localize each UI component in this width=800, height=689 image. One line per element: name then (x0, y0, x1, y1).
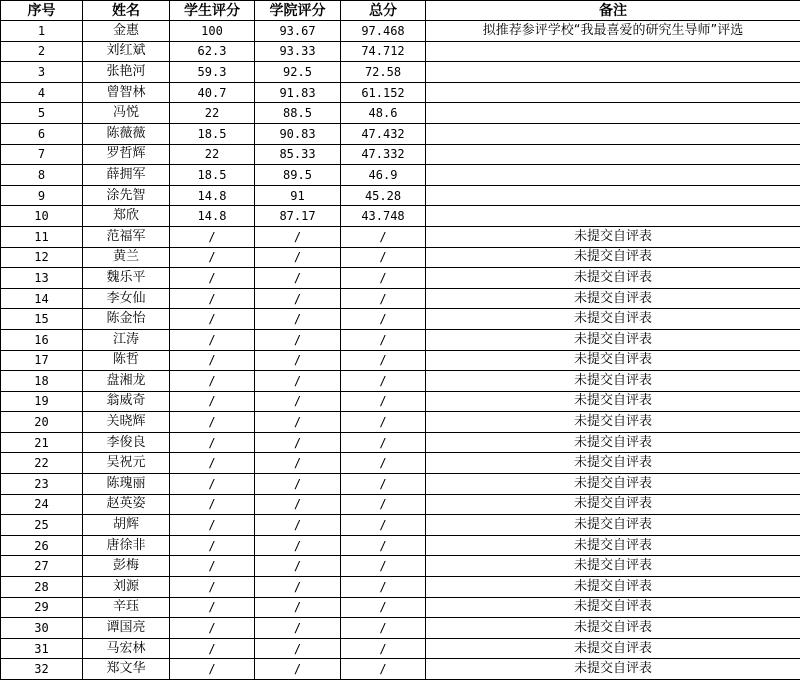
cell-seq[interactable]: 26 (1, 535, 83, 556)
cell-remark[interactable]: 未提交自评表 (426, 288, 800, 309)
cell-seq[interactable]: 1 (1, 21, 83, 42)
cell-remark[interactable]: 未提交自评表 (426, 329, 800, 350)
cell-name[interactable]: 盘湘龙 (83, 371, 170, 392)
cell-seq[interactable]: 3 (1, 62, 83, 83)
cell-total[interactable]: 47.432 (341, 123, 426, 144)
cell-college-score[interactable]: / (255, 577, 341, 598)
cell-college-score[interactable]: / (255, 618, 341, 639)
cell-name[interactable]: 罗哲辉 (83, 144, 170, 165)
cell-name[interactable]: 冯悦 (83, 103, 170, 124)
cell-total[interactable]: / (341, 618, 426, 639)
cell-remark[interactable]: 未提交自评表 (426, 453, 800, 474)
cell-remark[interactable] (426, 62, 800, 83)
table-row (1, 391, 800, 412)
cell-total[interactable]: / (341, 391, 426, 412)
cell-seq[interactable]: 16 (1, 329, 83, 350)
cell-remark[interactable]: 未提交自评表 (426, 432, 800, 453)
cell-remark[interactable]: 未提交自评表 (426, 535, 800, 556)
cell-seq[interactable]: 22 (1, 453, 83, 474)
header-student-score[interactable]: 学生评分 (170, 1, 255, 21)
cell-seq[interactable]: 13 (1, 268, 83, 289)
cell-total[interactable]: 72.58 (341, 62, 426, 83)
cell-name[interactable]: 陈哲 (83, 350, 170, 371)
cell-student-score[interactable]: / (170, 371, 255, 392)
cell-student-score[interactable]: / (170, 659, 255, 680)
cell-student-score[interactable]: / (170, 474, 255, 495)
cell-name[interactable]: 郑文华 (83, 659, 170, 680)
cell-student-score[interactable]: / (170, 535, 255, 556)
cell-total[interactable]: 61.152 (341, 82, 426, 103)
cell-name[interactable]: 曾智林 (83, 82, 170, 103)
cell-student-score[interactable]: / (170, 226, 255, 247)
cell-student-score[interactable]: / (170, 391, 255, 412)
cell-student-score[interactable]: / (170, 515, 255, 536)
table-row (1, 103, 800, 124)
table-row (1, 165, 800, 186)
cell-student-score[interactable]: 22 (170, 144, 255, 165)
cell-seq[interactable]: 12 (1, 247, 83, 268)
cell-remark[interactable]: 未提交自评表 (426, 618, 800, 639)
cell-student-score[interactable]: / (170, 618, 255, 639)
cell-remark[interactable] (426, 165, 800, 186)
cell-total[interactable]: / (341, 309, 426, 330)
cell-name[interactable]: 黄兰 (83, 247, 170, 268)
cell-seq[interactable]: 11 (1, 226, 83, 247)
cell-college-score[interactable]: / (255, 391, 341, 412)
cell-total[interactable]: / (341, 577, 426, 598)
cell-seq[interactable]: 8 (1, 165, 83, 186)
cell-name[interactable]: 翁威奇 (83, 391, 170, 412)
cell-college-score[interactable]: 93.67 (255, 21, 341, 42)
cell-student-score[interactable]: / (170, 432, 255, 453)
cell-student-score[interactable]: / (170, 309, 255, 330)
cell-student-score[interactable]: / (170, 268, 255, 289)
cell-total[interactable]: / (341, 474, 426, 495)
cell-college-score[interactable]: 85.33 (255, 144, 341, 165)
cell-total[interactable]: / (341, 535, 426, 556)
cell-student-score[interactable]: / (170, 638, 255, 659)
cell-name[interactable]: 涂先智 (83, 185, 170, 206)
table-row (1, 494, 800, 515)
cell-remark[interactable] (426, 185, 800, 206)
table-row (1, 618, 800, 639)
cell-remark[interactable]: 未提交自评表 (426, 309, 800, 330)
cell-remark[interactable]: 未提交自评表 (426, 412, 800, 433)
cell-name[interactable]: 辛珏 (83, 597, 170, 618)
header-college-score[interactable]: 学院评分 (255, 1, 341, 21)
cell-student-score[interactable]: / (170, 577, 255, 598)
cell-seq[interactable]: 27 (1, 556, 83, 577)
cell-total[interactable]: / (341, 556, 426, 577)
cell-seq[interactable]: 5 (1, 103, 83, 124)
table-row (1, 659, 800, 680)
cell-college-score[interactable]: / (255, 494, 341, 515)
table-row (1, 515, 800, 536)
cell-remark[interactable]: 未提交自评表 (426, 597, 800, 618)
cell-college-score[interactable]: / (255, 453, 341, 474)
cell-name[interactable]: 李俊良 (83, 432, 170, 453)
cell-remark[interactable]: 未提交自评表 (426, 474, 800, 495)
header-name[interactable]: 姓名 (83, 1, 170, 21)
table-row (1, 638, 800, 659)
cell-remark[interactable]: 未提交自评表 (426, 494, 800, 515)
header-total[interactable]: 总分 (341, 1, 426, 21)
table-row (1, 556, 800, 577)
cell-student-score[interactable]: 14.8 (170, 185, 255, 206)
cell-name[interactable]: 刘红斌 (83, 41, 170, 62)
cell-seq[interactable]: 32 (1, 659, 83, 680)
header-remark[interactable]: 备注 (426, 1, 800, 21)
cell-college-score[interactable]: 93.33 (255, 41, 341, 62)
table-row (1, 288, 800, 309)
cell-name[interactable]: 马宏林 (83, 638, 170, 659)
cell-total[interactable]: 97.468 (341, 21, 426, 42)
cell-college-score[interactable]: 92.5 (255, 62, 341, 83)
cell-student-score[interactable]: 62.3 (170, 41, 255, 62)
cell-name[interactable]: 李女仙 (83, 288, 170, 309)
header-row (1, 1, 800, 21)
cell-total[interactable]: / (341, 515, 426, 536)
cell-name[interactable]: 薛拥军 (83, 165, 170, 186)
table-row (1, 412, 800, 433)
cell-name[interactable]: 陈薇薇 (83, 123, 170, 144)
cell-seq[interactable]: 19 (1, 391, 83, 412)
cell-seq[interactable]: 7 (1, 144, 83, 165)
cell-seq[interactable]: 14 (1, 288, 83, 309)
table-row (1, 432, 800, 453)
cell-remark[interactable]: 未提交自评表 (426, 247, 800, 268)
cell-remark[interactable]: 未提交自评表 (426, 638, 800, 659)
table-row (1, 329, 800, 350)
cell-college-score[interactable]: / (255, 432, 341, 453)
cell-seq[interactable]: 4 (1, 82, 83, 103)
cell-college-score[interactable]: / (255, 350, 341, 371)
table-row (1, 226, 800, 247)
cell-total[interactable]: / (341, 659, 426, 680)
cell-name[interactable]: 谭国亮 (83, 618, 170, 639)
table-row (1, 350, 800, 371)
cell-total[interactable]: 45.28 (341, 185, 426, 206)
table-row (1, 21, 800, 42)
cell-college-score[interactable]: / (255, 329, 341, 350)
cell-seq[interactable]: 18 (1, 371, 83, 392)
cell-name[interactable]: 彭梅 (83, 556, 170, 577)
cell-seq[interactable]: 17 (1, 350, 83, 371)
cell-remark[interactable] (426, 123, 800, 144)
cell-total[interactable]: / (341, 329, 426, 350)
cell-student-score[interactable]: / (170, 329, 255, 350)
cell-remark[interactable]: 未提交自评表 (426, 577, 800, 598)
cell-college-score[interactable]: 87.17 (255, 206, 341, 227)
cell-remark[interactable]: 未提交自评表 (426, 659, 800, 680)
table-row (1, 371, 800, 392)
table-row (1, 82, 800, 103)
cell-seq[interactable]: 9 (1, 185, 83, 206)
table-row (1, 206, 800, 227)
cell-name[interactable]: 范福军 (83, 226, 170, 247)
cell-student-score[interactable]: 59.3 (170, 62, 255, 83)
cell-student-score[interactable]: 18.5 (170, 123, 255, 144)
cell-seq[interactable]: 28 (1, 577, 83, 598)
cell-remark[interactable] (426, 144, 800, 165)
cell-college-score[interactable]: / (255, 556, 341, 577)
cell-seq[interactable]: 29 (1, 597, 83, 618)
cell-college-score[interactable]: 89.5 (255, 165, 341, 186)
cell-college-score[interactable]: 90.83 (255, 123, 341, 144)
cell-student-score[interactable]: / (170, 494, 255, 515)
cell-seq[interactable]: 15 (1, 309, 83, 330)
cell-name[interactable]: 江涛 (83, 329, 170, 350)
cell-student-score[interactable]: 40.7 (170, 82, 255, 103)
cell-name[interactable]: 陈金怡 (83, 309, 170, 330)
cell-college-score[interactable]: / (255, 515, 341, 536)
cell-name[interactable]: 张艳河 (83, 62, 170, 83)
cell-remark[interactable] (426, 41, 800, 62)
cell-name[interactable]: 魏乐平 (83, 268, 170, 289)
cell-seq[interactable]: 10 (1, 206, 83, 227)
cell-remark[interactable]: 未提交自评表 (426, 391, 800, 412)
cell-name[interactable]: 胡辉 (83, 515, 170, 536)
cell-total[interactable]: / (341, 494, 426, 515)
cell-name[interactable]: 唐徐非 (83, 535, 170, 556)
cell-college-score[interactable]: 88.5 (255, 103, 341, 124)
table-row (1, 123, 800, 144)
cell-remark[interactable]: 未提交自评表 (426, 515, 800, 536)
cell-college-score[interactable]: 91.83 (255, 82, 341, 103)
cell-student-score[interactable]: / (170, 453, 255, 474)
cell-total[interactable]: 47.332 (341, 144, 426, 165)
cell-total[interactable]: / (341, 268, 426, 289)
cell-name[interactable]: 金惠 (83, 21, 170, 42)
cell-student-score[interactable]: / (170, 556, 255, 577)
cell-college-score[interactable]: / (255, 412, 341, 433)
cell-seq[interactable]: 21 (1, 432, 83, 453)
cell-total[interactable]: / (341, 350, 426, 371)
cell-total[interactable]: 74.712 (341, 41, 426, 62)
cell-college-score[interactable]: / (255, 638, 341, 659)
cell-student-score[interactable]: / (170, 288, 255, 309)
cell-remark[interactable] (426, 82, 800, 103)
cell-seq[interactable]: 25 (1, 515, 83, 536)
cell-total[interactable]: 48.6 (341, 103, 426, 124)
cell-seq[interactable]: 20 (1, 412, 83, 433)
table-row (1, 62, 800, 83)
cell-total[interactable]: / (341, 432, 426, 453)
cell-student-score[interactable]: / (170, 597, 255, 618)
cell-total[interactable]: / (341, 247, 426, 268)
cell-remark[interactable]: 未提交自评表 (426, 371, 800, 392)
cell-student-score[interactable]: / (170, 247, 255, 268)
table-row (1, 535, 800, 556)
cell-seq[interactable]: 30 (1, 618, 83, 639)
cell-total[interactable]: / (341, 597, 426, 618)
header-seq[interactable]: 序号 (1, 1, 83, 21)
table-row (1, 597, 800, 618)
cell-college-score[interactable]: / (255, 659, 341, 680)
cell-remark[interactable]: 拟推荐参评学校“我最喜爱的研究生导师”评选 (426, 21, 800, 42)
cell-college-score[interactable]: 91 (255, 185, 341, 206)
cell-college-score[interactable]: / (255, 535, 341, 556)
cell-college-score[interactable]: / (255, 226, 341, 247)
cell-total[interactable]: / (341, 371, 426, 392)
cell-college-score[interactable]: / (255, 268, 341, 289)
cell-student-score[interactable]: 22 (170, 103, 255, 124)
cell-seq[interactable]: 2 (1, 41, 83, 62)
cell-student-score[interactable]: / (170, 350, 255, 371)
cell-remark[interactable]: 未提交自评表 (426, 226, 800, 247)
table-row (1, 144, 800, 165)
cell-college-score[interactable]: / (255, 247, 341, 268)
cell-student-score[interactable]: / (170, 412, 255, 433)
cell-college-score[interactable]: / (255, 474, 341, 495)
cell-college-score[interactable]: / (255, 288, 341, 309)
cell-total[interactable]: 46.9 (341, 165, 426, 186)
cell-name[interactable]: 陈瑰丽 (83, 474, 170, 495)
cell-total[interactable]: / (341, 288, 426, 309)
cell-remark[interactable]: 未提交自评表 (426, 556, 800, 577)
cell-name[interactable]: 刘源 (83, 577, 170, 598)
table-row (1, 577, 800, 598)
cell-total[interactable]: 43.748 (341, 206, 426, 227)
cell-total[interactable]: / (341, 638, 426, 659)
cell-name[interactable]: 吴祝元 (83, 453, 170, 474)
table-row (1, 247, 800, 268)
cell-seq[interactable]: 31 (1, 638, 83, 659)
table-row (1, 268, 800, 289)
table-row (1, 453, 800, 474)
cell-remark[interactable] (426, 103, 800, 124)
cell-total[interactable]: / (341, 412, 426, 433)
cell-name[interactable]: 关晓辉 (83, 412, 170, 433)
cell-student-score[interactable]: 100 (170, 21, 255, 42)
cell-total[interactable]: / (341, 226, 426, 247)
table-row (1, 309, 800, 330)
cell-remark[interactable] (426, 206, 800, 227)
table-row (1, 474, 800, 495)
cell-student-score[interactable]: 14.8 (170, 206, 255, 227)
cell-college-score[interactable]: / (255, 371, 341, 392)
cell-total[interactable]: / (341, 453, 426, 474)
cell-seq[interactable]: 24 (1, 494, 83, 515)
table-row (1, 41, 800, 62)
cell-seq[interactable]: 6 (1, 123, 83, 144)
cell-seq[interactable]: 23 (1, 474, 83, 495)
cell-remark[interactable]: 未提交自评表 (426, 350, 800, 371)
table-row (1, 185, 800, 206)
cell-remark[interactable]: 未提交自评表 (426, 268, 800, 289)
cell-college-score[interactable]: / (255, 597, 341, 618)
cell-student-score[interactable]: 18.5 (170, 165, 255, 186)
cell-name[interactable]: 赵英姿 (83, 494, 170, 515)
cell-college-score[interactable]: / (255, 309, 341, 330)
cell-name[interactable]: 郑欣 (83, 206, 170, 227)
